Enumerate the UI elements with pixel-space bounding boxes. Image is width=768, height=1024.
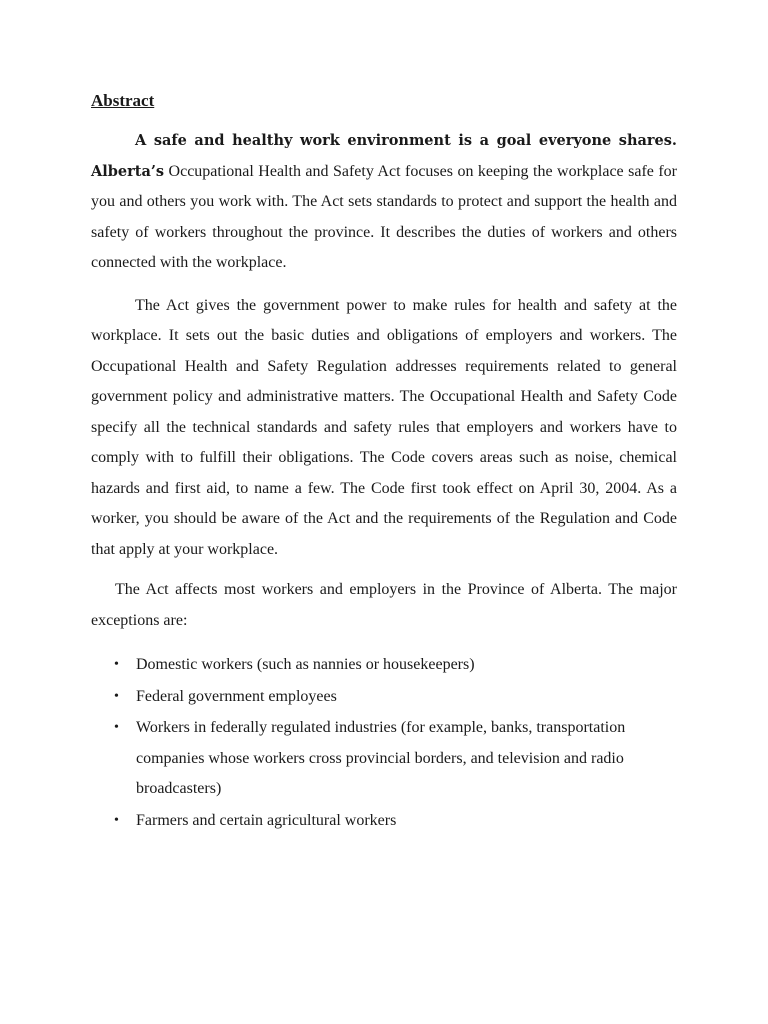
paragraph-intro-lead: A safe and healthy work environment is a goal everyone shares. Alberta’s (91, 132, 677, 180)
list-item (91, 713, 677, 805)
list-item-text: Farmers and certain agricultural workers (136, 811, 397, 829)
paragraph-intro (91, 126, 677, 279)
list-item (91, 806, 677, 837)
paragraph-act-powers: The Act gives the government power to make rules for health and safety at the workplace. It sets out the basic duties and obligations of employers and workers. The Occupational Health and Safety Regulation addresses requirements related to general government policy and administrative matters. The Occupational Health and Safety Code specify all the technical standards and safety rules that employers and workers have to comply with to fulfill their obligations. The Code covers areas such as noise, chemical hazards and first aid, to name a few. The Code first took effect on April 30, 2004. As a worker, you should be aware of the Act and the requirements of the Regulation and Code that apply at your workplace. (91, 296, 677, 558)
bullet-icon: • (114, 720, 119, 735)
bullet-icon: • (114, 812, 119, 828)
list-item-text: Federal government employees (136, 687, 337, 705)
list-item (91, 682, 677, 713)
document-page (91, 88, 677, 837)
list-item-text: Domestic workers (such as nannies or housekeepers) (136, 656, 475, 673)
list-item-text: Workers in federally regulated industries (for example, banks, transportation companies whose workers cross provincial borders, and television and radio broadcasters) (136, 719, 626, 797)
paragraph-intro-body: Occupational Health and Safety Act focuses on keeping the workplace safe for you and others you work with. The Act sets standards to protect and support the health and safety of workers throughout the province. It describes the duties of workers and others connected with the workplace. (91, 162, 677, 271)
bullet-icon: • (114, 657, 119, 672)
abstract-heading: Abstract (91, 91, 155, 110)
exceptions-list (91, 650, 677, 836)
paragraph-exceptions-intro: The Act affects most workers and employers in the Province of Alberta. The major exceptions are: (91, 581, 677, 629)
bullet-icon: • (114, 688, 119, 704)
list-item (91, 650, 677, 681)
